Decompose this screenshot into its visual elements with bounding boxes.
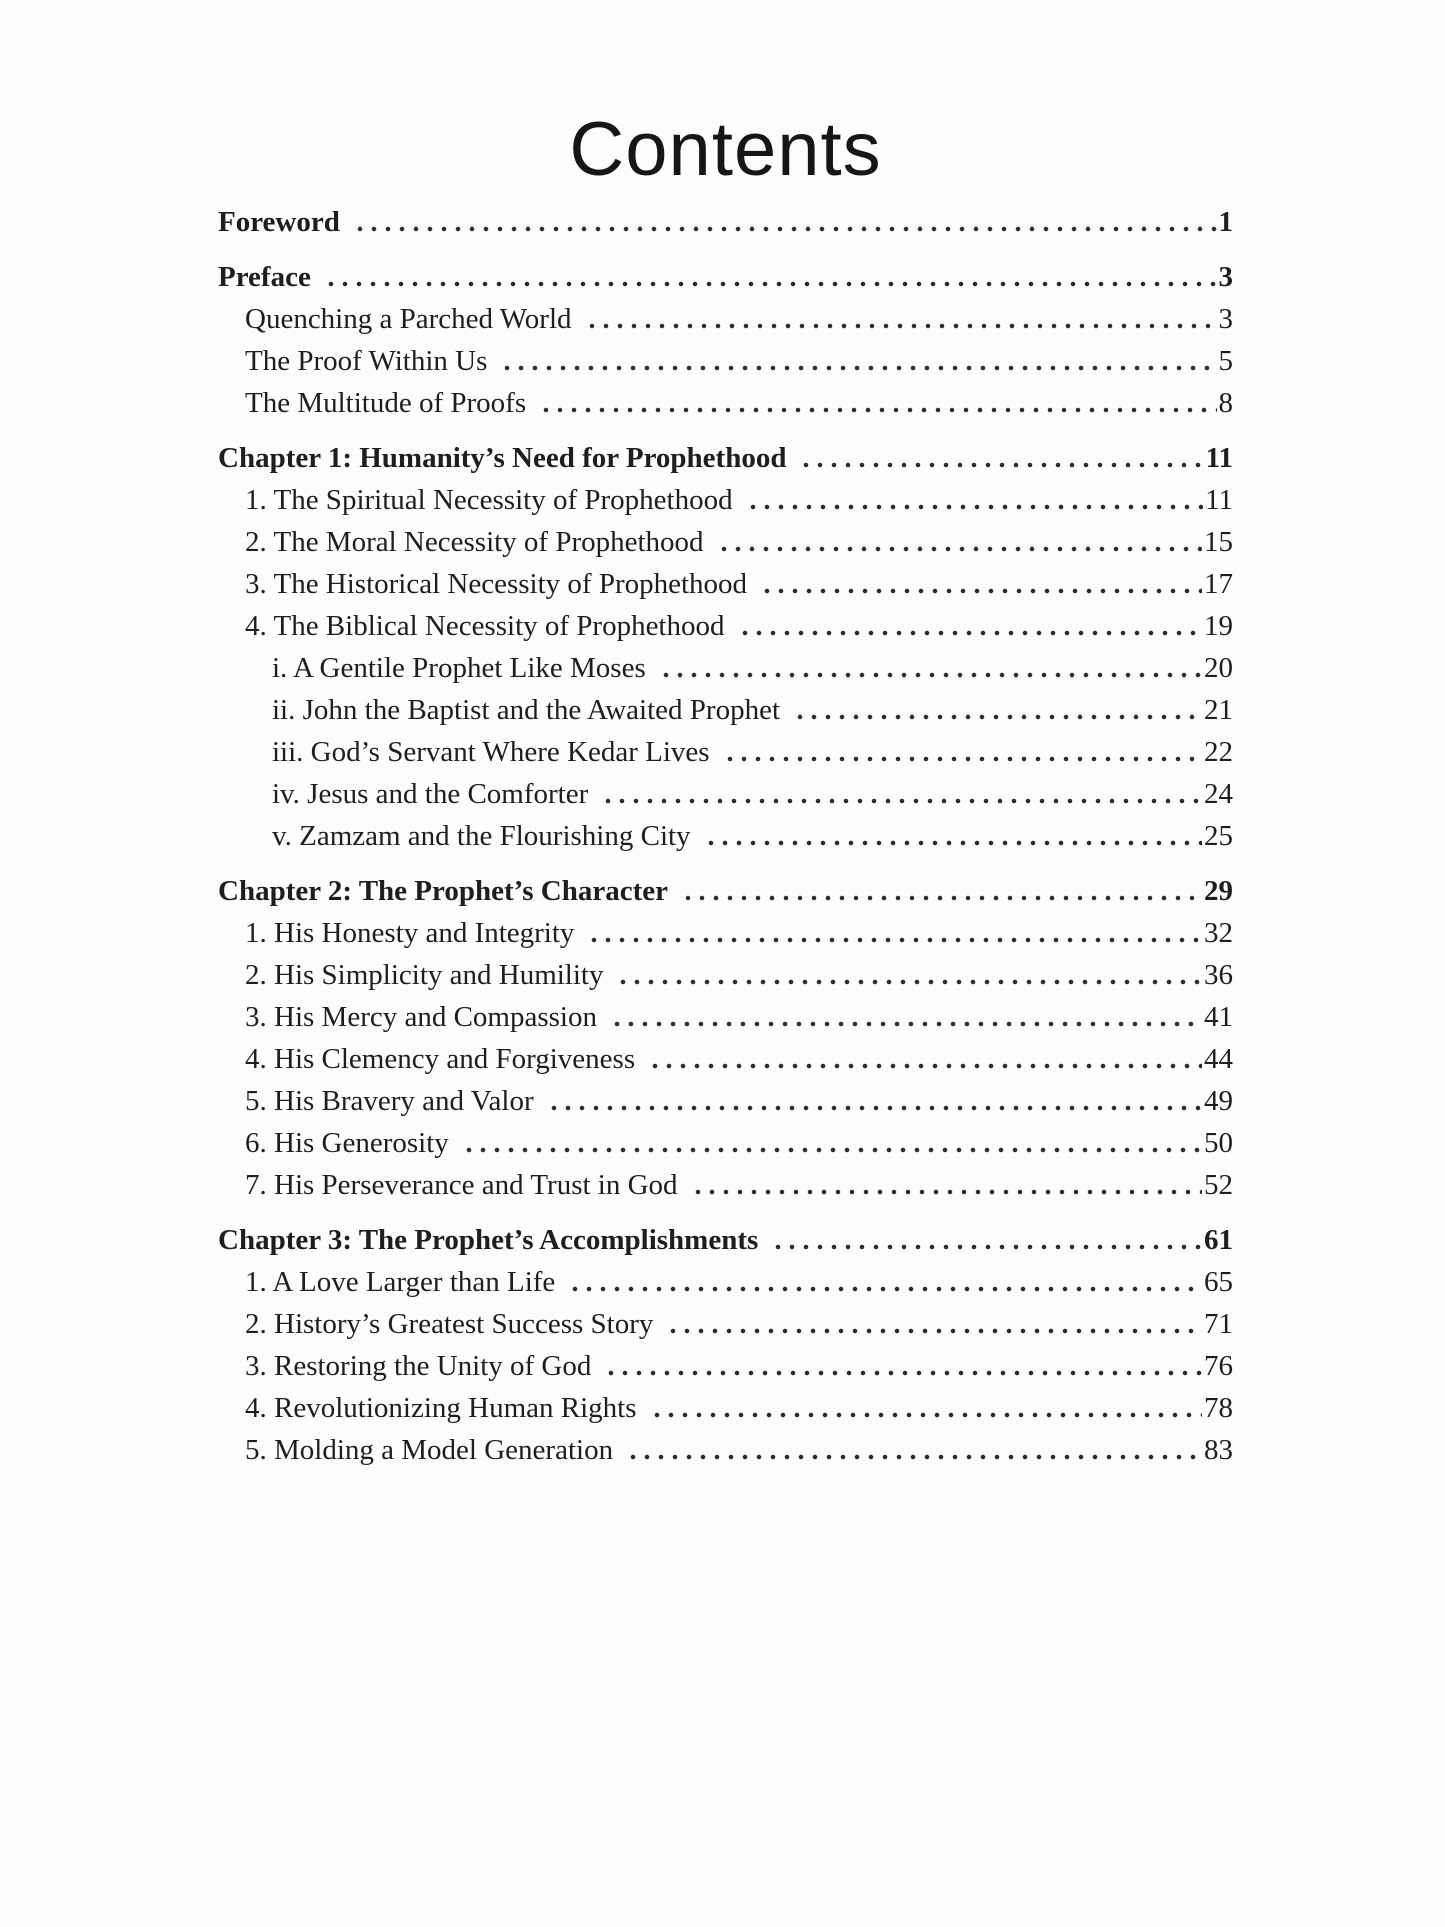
dot-leader xyxy=(795,437,1203,479)
toc-entry xyxy=(245,1038,1233,1080)
toc-entry-label: 4. His Clemency and Forgiveness xyxy=(245,1043,636,1075)
toc-entry-page: 3 xyxy=(1218,303,1233,335)
toc-entry-label: 1. The Spiritual Necessity of Prophethood xyxy=(245,484,733,516)
toc-entry xyxy=(245,298,1233,340)
toc-entry-label: 1. His Honesty and Integrity xyxy=(245,917,575,949)
toc-entry-page: 25 xyxy=(1204,820,1233,852)
toc-entry-page: 52 xyxy=(1204,1169,1233,1201)
toc-entry-label: 5. His Bravery and Valor xyxy=(245,1085,534,1117)
dot-leader xyxy=(496,340,1216,382)
toc-entry-label: ii. John the Baptist and the Awaited Prophet xyxy=(272,694,780,726)
toc-entry-page: 24 xyxy=(1204,778,1233,810)
dot-leader xyxy=(600,1345,1202,1387)
toc-entry-page: 11 xyxy=(1205,484,1233,516)
dot-leader xyxy=(644,1038,1202,1080)
dot-leader xyxy=(535,382,1216,424)
toc-entry xyxy=(245,1303,1233,1345)
dot-leader xyxy=(742,479,1204,521)
dot-leader xyxy=(622,1429,1202,1471)
dot-leader xyxy=(700,815,1202,857)
dot-leader xyxy=(767,1219,1202,1261)
toc-entry-label: 2. History’s Greatest Success Story xyxy=(245,1308,654,1340)
toc-entry-page: 5 xyxy=(1218,345,1233,377)
dot-leader xyxy=(713,521,1202,563)
toc-entry xyxy=(245,912,1233,954)
toc-entry xyxy=(245,382,1233,424)
dot-leader xyxy=(597,773,1202,815)
dot-leader xyxy=(662,1303,1202,1345)
toc-entry xyxy=(245,563,1233,605)
toc-entry-label: Foreword xyxy=(218,206,340,238)
dot-leader xyxy=(756,563,1202,605)
toc-entry-label: v. Zamzam and the Flourishing City xyxy=(272,820,691,852)
toc-entry-label: 1. A Love Larger than Life xyxy=(245,1266,556,1298)
dot-leader xyxy=(655,647,1202,689)
toc-entry xyxy=(245,1261,1233,1303)
toc-entry-page: 1 xyxy=(1218,206,1233,238)
toc-entry-label: iii. God’s Servant Where Kedar Lives xyxy=(272,736,710,768)
toc-entry-label: 3. The Historical Necessity of Prophethood xyxy=(245,568,748,600)
toc-entry-label: Chapter 2: The Prophet’s Character xyxy=(218,875,668,907)
toc-entry xyxy=(245,340,1233,382)
toc-entry xyxy=(245,1080,1233,1122)
toc-entry-label: 4. Revolutionizing Human Rights xyxy=(245,1392,637,1424)
toc-entry-page: 44 xyxy=(1204,1043,1233,1075)
dot-leader xyxy=(612,954,1202,996)
dot-leader xyxy=(677,870,1202,912)
toc-entry xyxy=(245,605,1233,647)
dot-leader xyxy=(564,1261,1202,1303)
dot-leader xyxy=(789,689,1202,731)
toc-entry-page: 78 xyxy=(1204,1392,1233,1424)
toc-entry-page: 36 xyxy=(1204,959,1233,991)
dot-leader xyxy=(543,1080,1202,1122)
page-title: Contents xyxy=(569,107,882,192)
toc-entry xyxy=(218,870,1233,912)
dot-leader xyxy=(719,731,1202,773)
toc-entry-label: Preface xyxy=(218,261,311,293)
toc-entry xyxy=(272,815,1233,857)
toc-entry-page: 21 xyxy=(1204,694,1233,726)
toc-entry-page: 19 xyxy=(1204,610,1233,642)
toc-entry-page: 50 xyxy=(1204,1127,1233,1159)
toc-entry-label: 2. The Moral Necessity of Prophethood xyxy=(245,526,704,558)
dot-leader xyxy=(606,996,1202,1038)
toc-entry xyxy=(245,479,1233,521)
dot-leader xyxy=(349,201,1217,243)
dot-leader xyxy=(458,1122,1202,1164)
toc-entry-page: 8 xyxy=(1218,387,1233,419)
dot-leader xyxy=(734,605,1203,647)
toc-entry-page: 41 xyxy=(1204,1001,1233,1033)
toc-entry-label: Quenching a Parched World xyxy=(245,303,572,335)
toc-entry xyxy=(272,773,1233,815)
toc-entry-label: The Proof Within Us xyxy=(245,345,488,377)
toc-entry xyxy=(245,954,1233,996)
dot-leader xyxy=(583,912,1202,954)
toc-entry-label: 6. His Generosity xyxy=(245,1127,449,1159)
toc-entry-label: The Multitude of Proofs xyxy=(245,387,527,419)
toc-entry xyxy=(218,201,1233,243)
toc-entry-page: 83 xyxy=(1204,1434,1233,1466)
toc-entry-page: 29 xyxy=(1204,875,1233,907)
toc-entry xyxy=(245,521,1233,563)
toc-entry xyxy=(272,689,1233,731)
toc-entry-page: 61 xyxy=(1204,1224,1233,1256)
toc-entry xyxy=(245,1164,1233,1206)
toc-entry-label: Chapter 3: The Prophet’s Accomplishments xyxy=(218,1224,759,1256)
toc-entry-label: 3. Restoring the Unity of God xyxy=(245,1350,592,1382)
toc-entry-page: 20 xyxy=(1204,652,1233,684)
toc-entry-label: i. A Gentile Prophet Like Moses xyxy=(272,652,646,684)
toc-entry-label: 5. Molding a Model Generation xyxy=(245,1434,614,1466)
toc-entry xyxy=(245,1345,1233,1387)
toc-entry xyxy=(218,437,1233,479)
dot-leader xyxy=(646,1387,1203,1429)
toc-entry xyxy=(218,1219,1233,1261)
toc-entry-page: 22 xyxy=(1204,736,1233,768)
dot-leader xyxy=(320,256,1217,298)
toc-entry-label: Chapter 1: Humanity’s Need for Prophethood xyxy=(218,442,787,474)
toc-entry xyxy=(245,996,1233,1038)
toc-entry xyxy=(245,1387,1233,1429)
toc-entry xyxy=(272,731,1233,773)
toc-entry-page: 71 xyxy=(1204,1308,1233,1340)
table-of-contents xyxy=(218,201,1233,1471)
toc-entry-page: 17 xyxy=(1204,568,1233,600)
toc-entry-page: 65 xyxy=(1204,1266,1233,1298)
dot-leader xyxy=(581,298,1217,340)
dot-leader xyxy=(687,1164,1202,1206)
toc-entry-label: iv. Jesus and the Comforter xyxy=(272,778,589,810)
toc-entry-page: 3 xyxy=(1218,261,1233,293)
toc-entry-page: 11 xyxy=(1205,442,1233,474)
toc-entry xyxy=(218,256,1233,298)
toc-entry-page: 49 xyxy=(1204,1085,1233,1117)
toc-entry-page: 76 xyxy=(1204,1350,1233,1382)
toc-entry-label: 2. His Simplicity and Humility xyxy=(245,959,604,991)
toc-entry xyxy=(245,1429,1233,1471)
toc-entry xyxy=(245,1122,1233,1164)
toc-entry-label: 3. His Mercy and Compassion xyxy=(245,1001,597,1033)
toc-entry-label: 7. His Perseverance and Trust in God xyxy=(245,1169,678,1201)
toc-entry-page: 15 xyxy=(1204,526,1233,558)
toc-entry xyxy=(272,647,1233,689)
toc-entry-page: 32 xyxy=(1204,917,1233,949)
toc-entry-label: 4. The Biblical Necessity of Prophethood xyxy=(245,610,725,642)
